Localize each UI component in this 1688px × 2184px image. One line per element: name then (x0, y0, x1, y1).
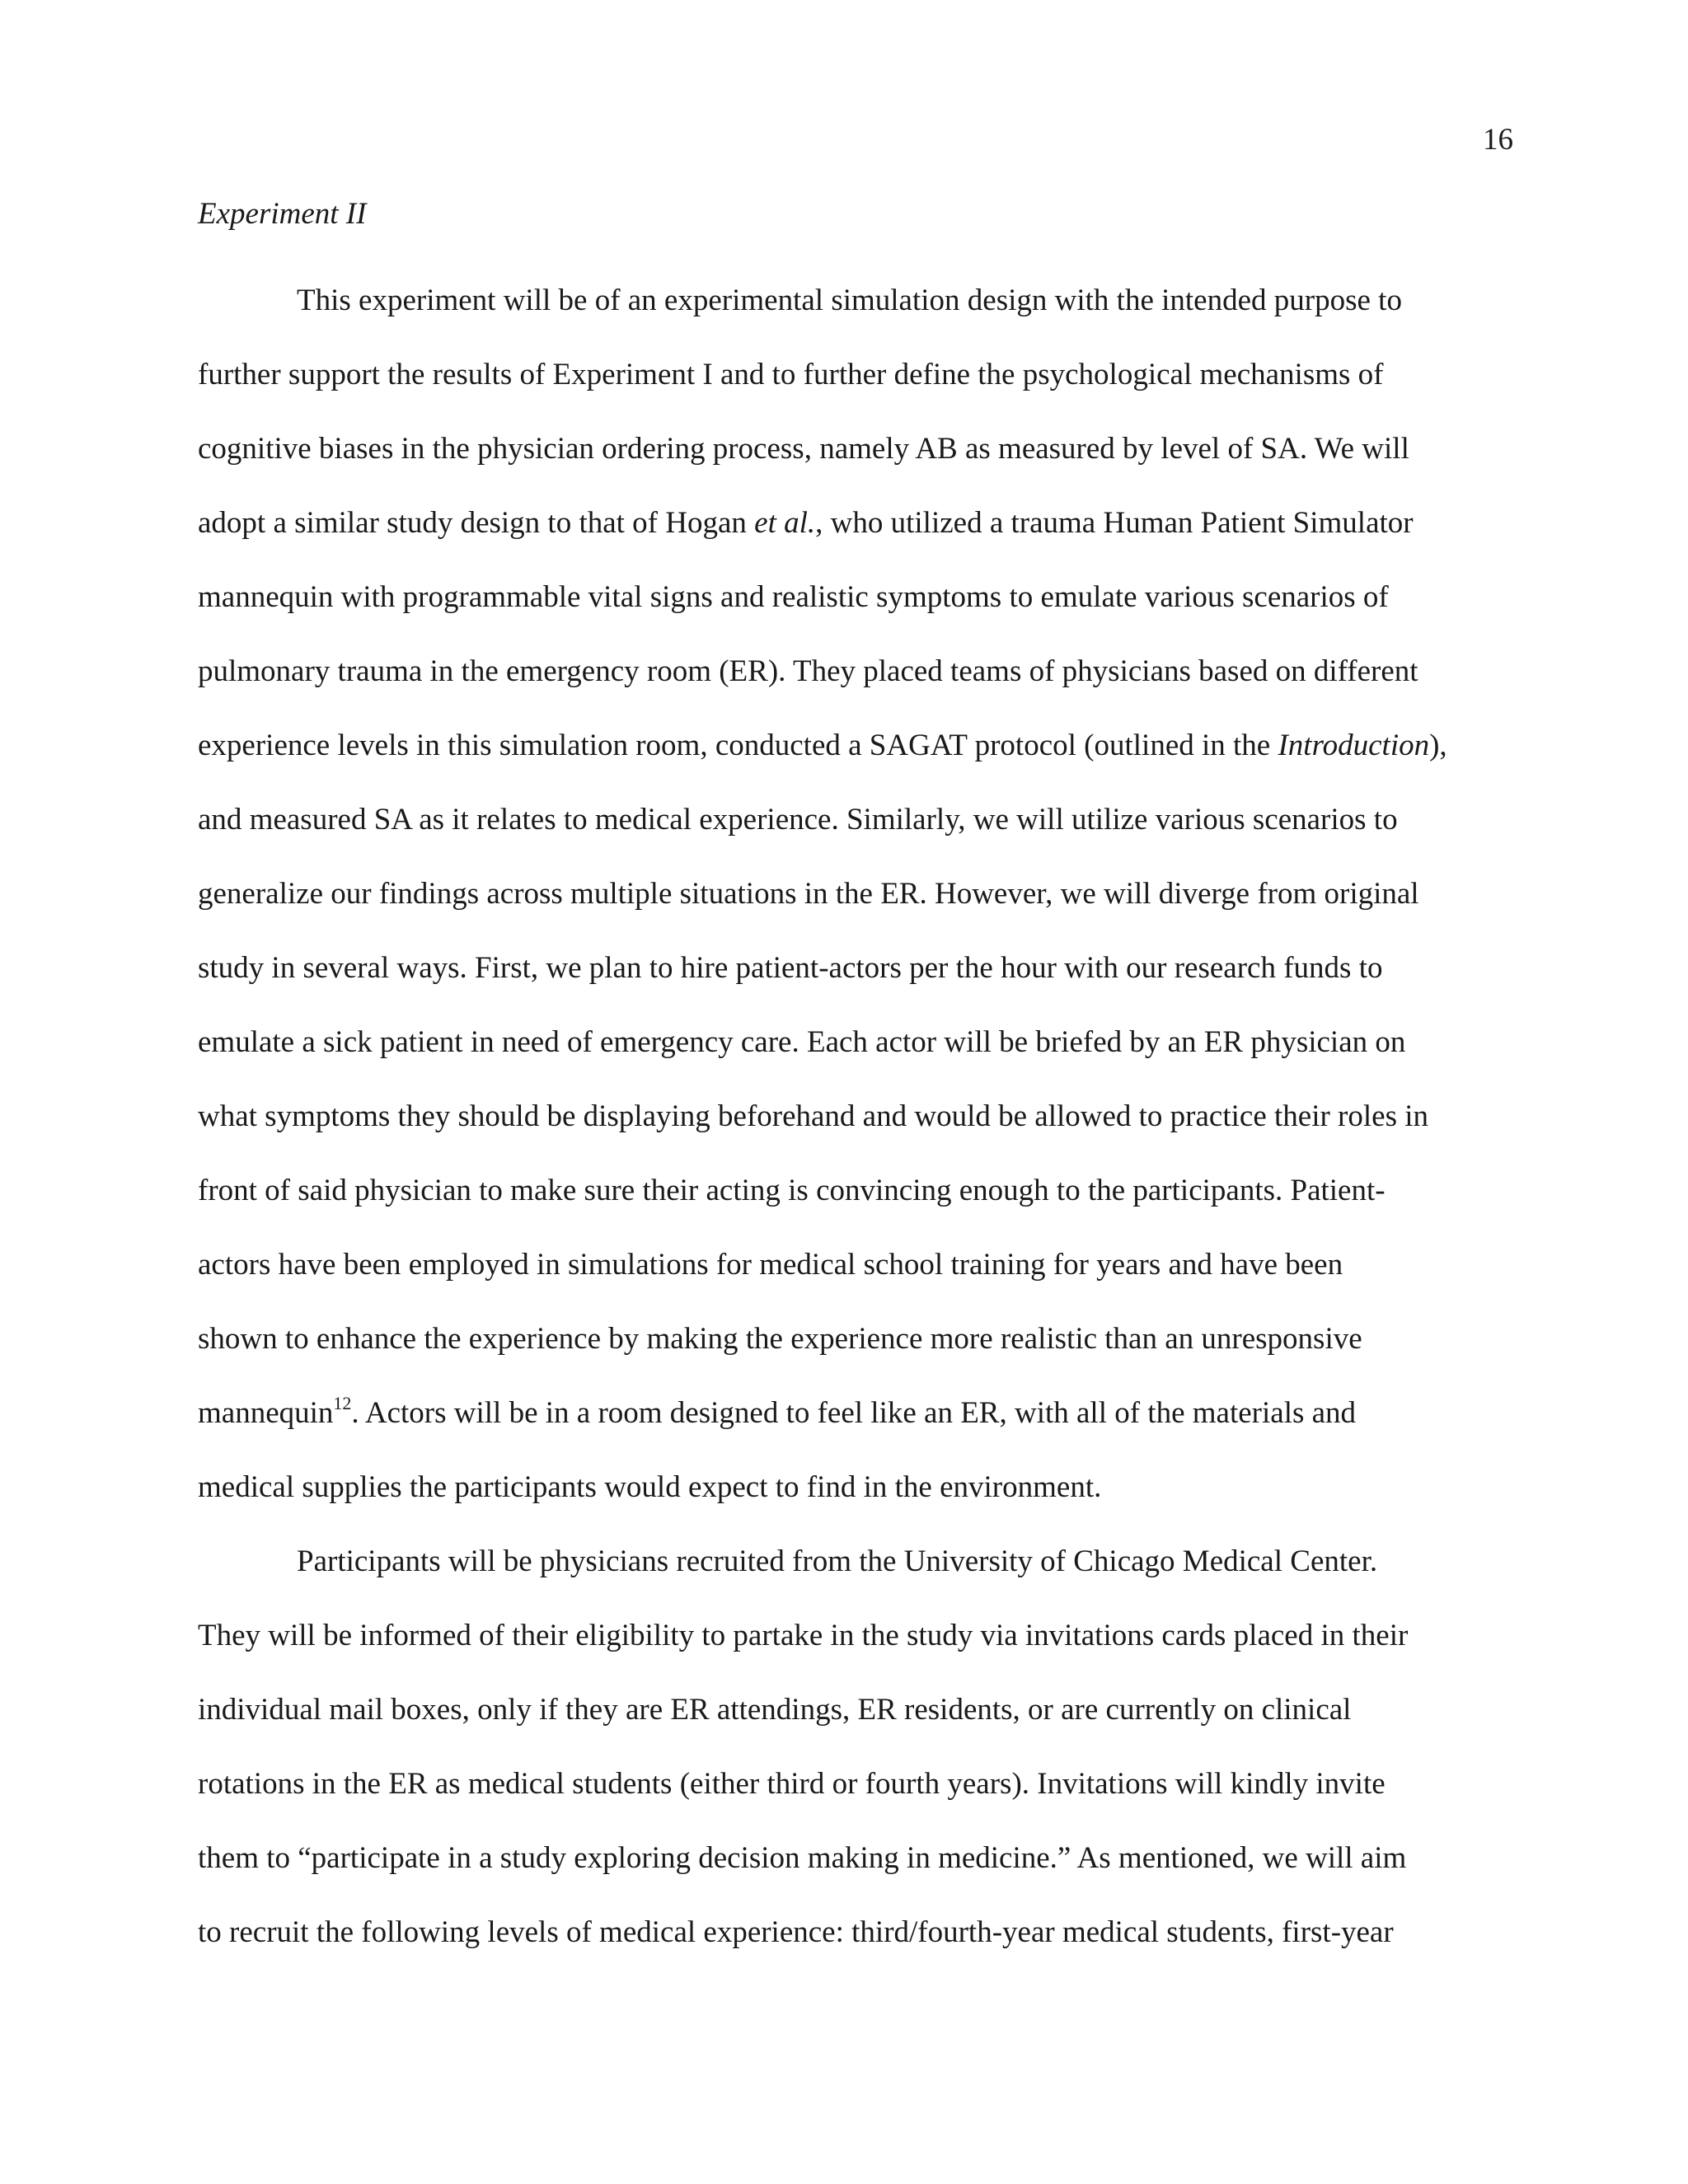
text-segment: , who utilized a trauma Human Patient Simulator (815, 506, 1414, 540)
text-line: Participants will be physicians recruited from the University of Chicago Medical Center. (297, 1544, 1378, 1578)
text-segment: experience levels in this simulation room, conducted a SAGAT protocol (outlined in the (198, 729, 1278, 762)
text-line: actors have been employed in simulations for medical school training for years and have been (198, 1248, 1343, 1282)
italic-reference: Introduction (1278, 729, 1430, 762)
text-line: pulmonary trauma in the emergency room (ER). They placed teams of physicians based on different (198, 654, 1418, 688)
text-line (198, 486, 1496, 560)
text-line: study in several ways. First, we plan to hire patient-actors per the hour with our research funds to (198, 951, 1383, 985)
text-line: generalize our findings across multiple situations in the ER. However, we will diverge from original (198, 877, 1419, 911)
paragraph-study-design (198, 264, 1496, 1525)
text-segment: adopt a similar study design to that of Hogan (198, 506, 755, 540)
text-segment: ), (1429, 729, 1447, 762)
text-line (198, 709, 1496, 783)
document-body (198, 190, 1496, 1970)
text-segment: . Actors will be in a room designed to feel like an ER, with all of the materials and (351, 1396, 1357, 1430)
text-line: them to “participate in a study exploring decision making in medicine.” As mentioned, we will aim (198, 1841, 1407, 1875)
paragraph-participants (198, 1525, 1496, 1970)
text-line: shown to enhance the experience by making the experience more realistic than an unresponsive (198, 1322, 1362, 1356)
text-line: medical supplies the participants would expect to find in the environment. (198, 1470, 1102, 1504)
text-segment: mannequin (198, 1396, 334, 1430)
text-line: and measured SA as it relates to medical experience. Similarly, we will utilize various scenarios to (198, 803, 1398, 837)
footnote-reference: 12 (333, 1393, 352, 1413)
text-line (198, 1376, 1496, 1451)
italic-citation: et al. (754, 506, 816, 540)
text-line: to recruit the following levels of medical experience: third/fourth-year medical students, first-year (198, 1915, 1394, 1949)
text-line: individual mail boxes, only if they are ER attendings, ER residents, or are currently on clinical (198, 1693, 1352, 1727)
text-line: front of said physician to make sure their acting is convincing enough to the participants. Patient- (198, 1174, 1386, 1207)
text-line: emulate a sick patient in need of emergency care. Each actor will be briefed by an ER physician on (198, 1025, 1406, 1059)
text-line: further support the results of Experiment I and to further define the psychological mechanisms of (198, 358, 1384, 391)
text-line: This experiment will be of an experimental simulation design with the intended purpose to (297, 284, 1402, 317)
section-heading: Experiment II (198, 197, 367, 231)
text-line: what symptoms they should be displaying beforehand and would be allowed to practice their roles in (198, 1099, 1429, 1133)
text-line: mannequin with programmable vital signs and realistic symptoms to emulate various scenarios of (198, 580, 1389, 614)
text-line: They will be informed of their eligibility to partake in the study via invitations cards placed in their (198, 1619, 1409, 1652)
text-line: rotations in the ER as medical students (either third or fourth years). Invitations will kindly invite (198, 1767, 1386, 1801)
text-line: cognitive biases in the physician ordering process, namely AB as measured by level of SA. We will (198, 432, 1409, 466)
page-number: 16 (1483, 123, 1513, 157)
